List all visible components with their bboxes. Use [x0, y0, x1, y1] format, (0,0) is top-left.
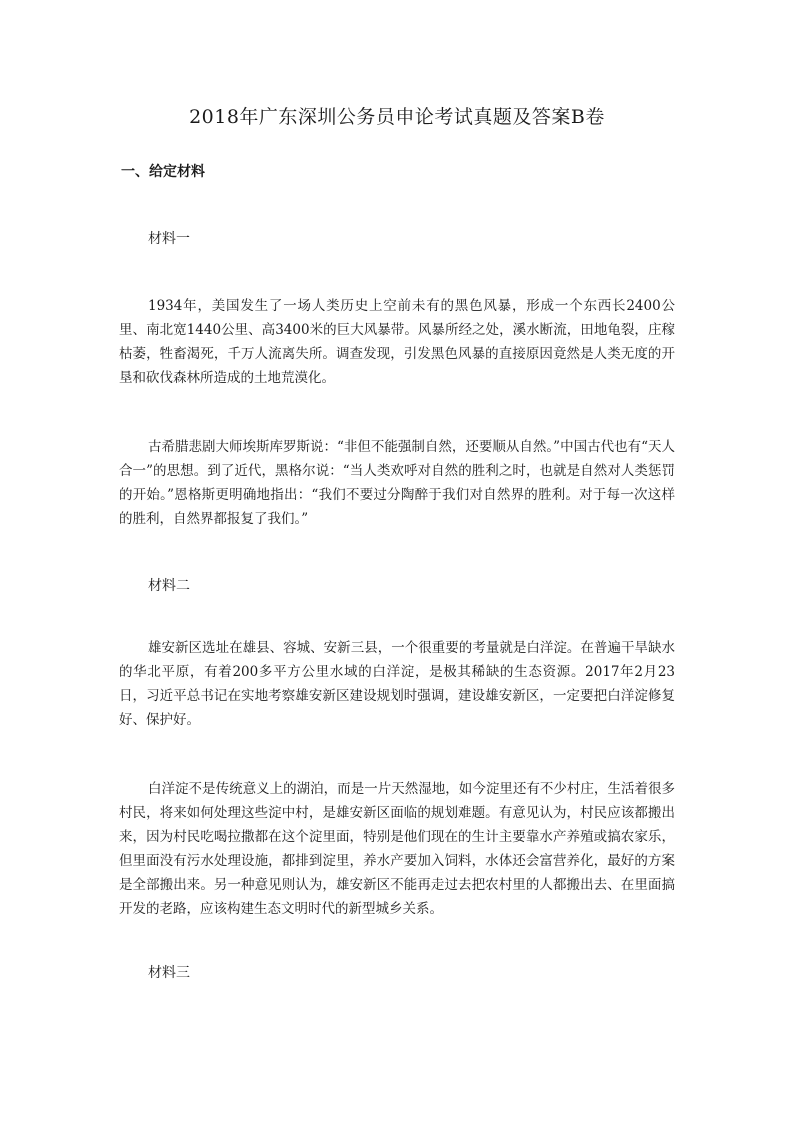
document-title: 2018年广东深圳公务员申论考试真题及答案B卷 — [189, 106, 605, 128]
section-heading: 一、给定材料 — [121, 164, 205, 180]
material-label-2: 材料二 — [148, 578, 190, 594]
material-1-paragraph-2: 古希腊悲剧大师埃斯库罗斯说：“非但不能强制自然，还要顺从自然。”中国古代也有“天人合一”的思想。到了近代，黑格尔说：“当人类欢呼对自然的胜利之时，也就是自然对人类惩罚的开始。”恩格斯更明确地指出：“我们不要过分陶醉于我们对自然界的胜利。对于每一次这样的胜利，自然界都报复了我们。” — [119, 439, 675, 527]
material-label-1: 材料一 — [148, 231, 190, 247]
material-1-paragraph-1: 1934年，美国发生了一场人类历史上空前未有的黑色风暴，形成一个东西长2400公里、南北宽1440公里、高3400米的巨大风暴带。风暴所经之处，溪水断流，田地龟裂，庄稼枯萎，牲畜渴死，千万人流离失所。调查发现，引发黑色风暴的直接原因竟然是人类无度的开垦和砍伐森林所造成的土地荒漠化。 — [119, 298, 675, 386]
material-2-paragraph-2: 白洋淀不是传统意义上的湖泊，而是一片天然湿地，如今淀里还有不少村庄，生活着很多村民，将来如何处理这些淀中村，是雄安新区面临的规划难题。有意见认为，村民应该都搬出来，因为村民吃喝拉撒都在这个淀里面，特别是他们现在的生计主要靠水产养殖或搞农家乐，但里面没有污水处理设施，都排到淀里，养水产要加入饲料，水体还会富营养化，最好的方案是全部搬出来。另一种意见则认为，雄安新区不能再走过去把农村里的人都搬出去、在里面搞开发的老路，应该构建生态文明时代的新型城乡关系。 — [119, 781, 675, 917]
material-2-paragraph-1: 雄安新区选址在雄县、容城、安新三县，一个很重要的考量就是白洋淀。在普遍干旱缺水的华北平原，有着200多平方公里水域的白洋淀，是极其稀缺的生态资源。2017年2月23日，习近平总书记在实地考察雄安新区建设规划时强调，建设雄安新区，一定要把白洋淀修复好、保护好。 — [119, 640, 675, 728]
material-label-3: 材料三 — [148, 965, 190, 981]
